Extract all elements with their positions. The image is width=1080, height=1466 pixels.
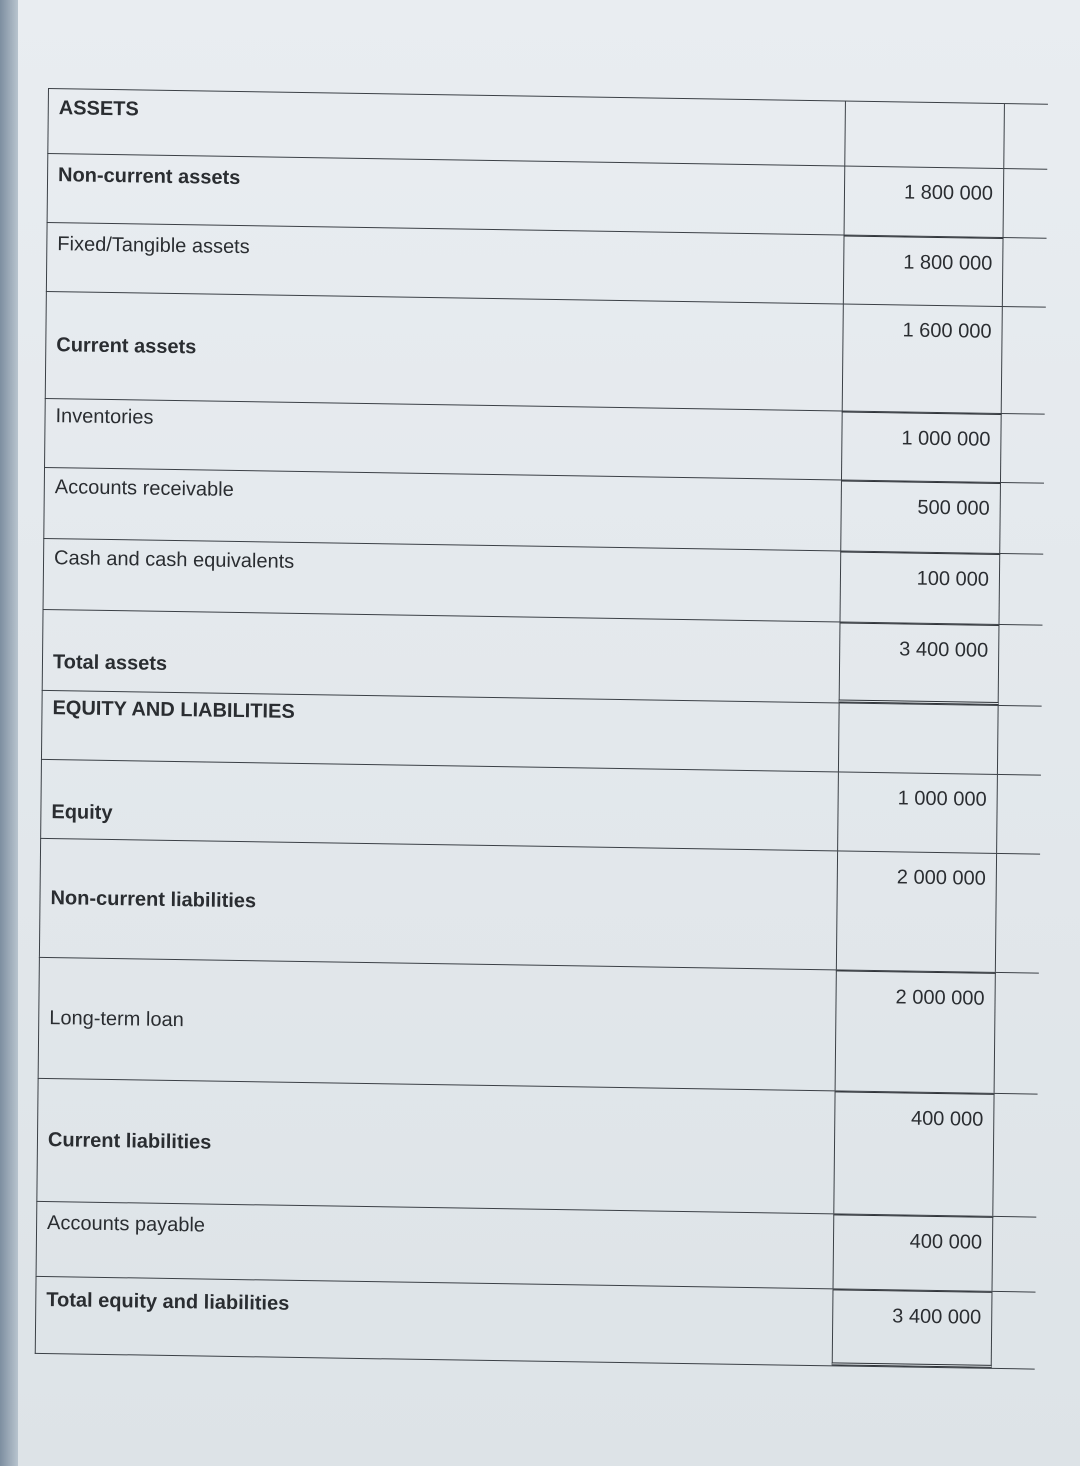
row-accounts-payable bbox=[36, 1201, 1037, 1292]
row-value: 1 800 000 bbox=[844, 167, 1005, 238]
row-value: 1 800 000 bbox=[843, 236, 1004, 307]
row-label: Long-term loan bbox=[49, 1006, 184, 1031]
row-value: 500 000 bbox=[840, 480, 1001, 553]
row-equity bbox=[40, 759, 1041, 854]
row-value: 1 600 000 bbox=[842, 304, 1003, 413]
row-label: Accounts payable bbox=[46, 1212, 206, 1237]
row-total-assets bbox=[42, 609, 1043, 706]
row-label: Current liabilities bbox=[47, 1128, 212, 1154]
row-value: 100 000 bbox=[840, 551, 1001, 624]
row-value: 3 400 000 bbox=[832, 1289, 993, 1368]
row-label: Non-current assets bbox=[57, 164, 241, 190]
row-value: 3 400 000 bbox=[839, 622, 1000, 705]
balance-sheet-table bbox=[35, 88, 1048, 1370]
row-label: Current assets bbox=[56, 333, 197, 358]
row-value: 1 000 000 bbox=[837, 772, 998, 853]
row-label: Non-current liabilities bbox=[50, 886, 257, 912]
row-total-equity-liabilities bbox=[35, 1276, 1036, 1370]
row-value bbox=[844, 102, 1005, 169]
row-label: Total equity and liabilities bbox=[46, 1289, 290, 1315]
row-label: EQUITY AND LIABILITIES bbox=[52, 697, 295, 723]
row-label: Accounts receivable bbox=[54, 476, 234, 501]
page-edge-shadow bbox=[0, 0, 18, 1466]
row-label: Fixed/Tangible assets bbox=[57, 233, 250, 259]
row-value: 1 000 000 bbox=[841, 411, 1002, 482]
row-value: 400 000 bbox=[833, 1091, 994, 1215]
row-current-assets bbox=[45, 291, 1046, 414]
row-label: Inventories bbox=[55, 405, 154, 429]
row-label: ASSETS bbox=[58, 97, 139, 121]
row-value: 400 000 bbox=[833, 1214, 994, 1291]
row-value bbox=[838, 703, 999, 774]
row-label: Cash and cash equivalents bbox=[53, 547, 295, 573]
row-label: Equity bbox=[51, 801, 113, 825]
row-current-liabilities bbox=[36, 1078, 1037, 1217]
row-non-current-liabilities bbox=[39, 838, 1040, 973]
row-value: 2 000 000 bbox=[835, 970, 996, 1093]
row-label: Total assets bbox=[52, 651, 168, 675]
row-long-term-loan bbox=[38, 957, 1039, 1094]
row-value: 2 000 000 bbox=[836, 851, 997, 972]
